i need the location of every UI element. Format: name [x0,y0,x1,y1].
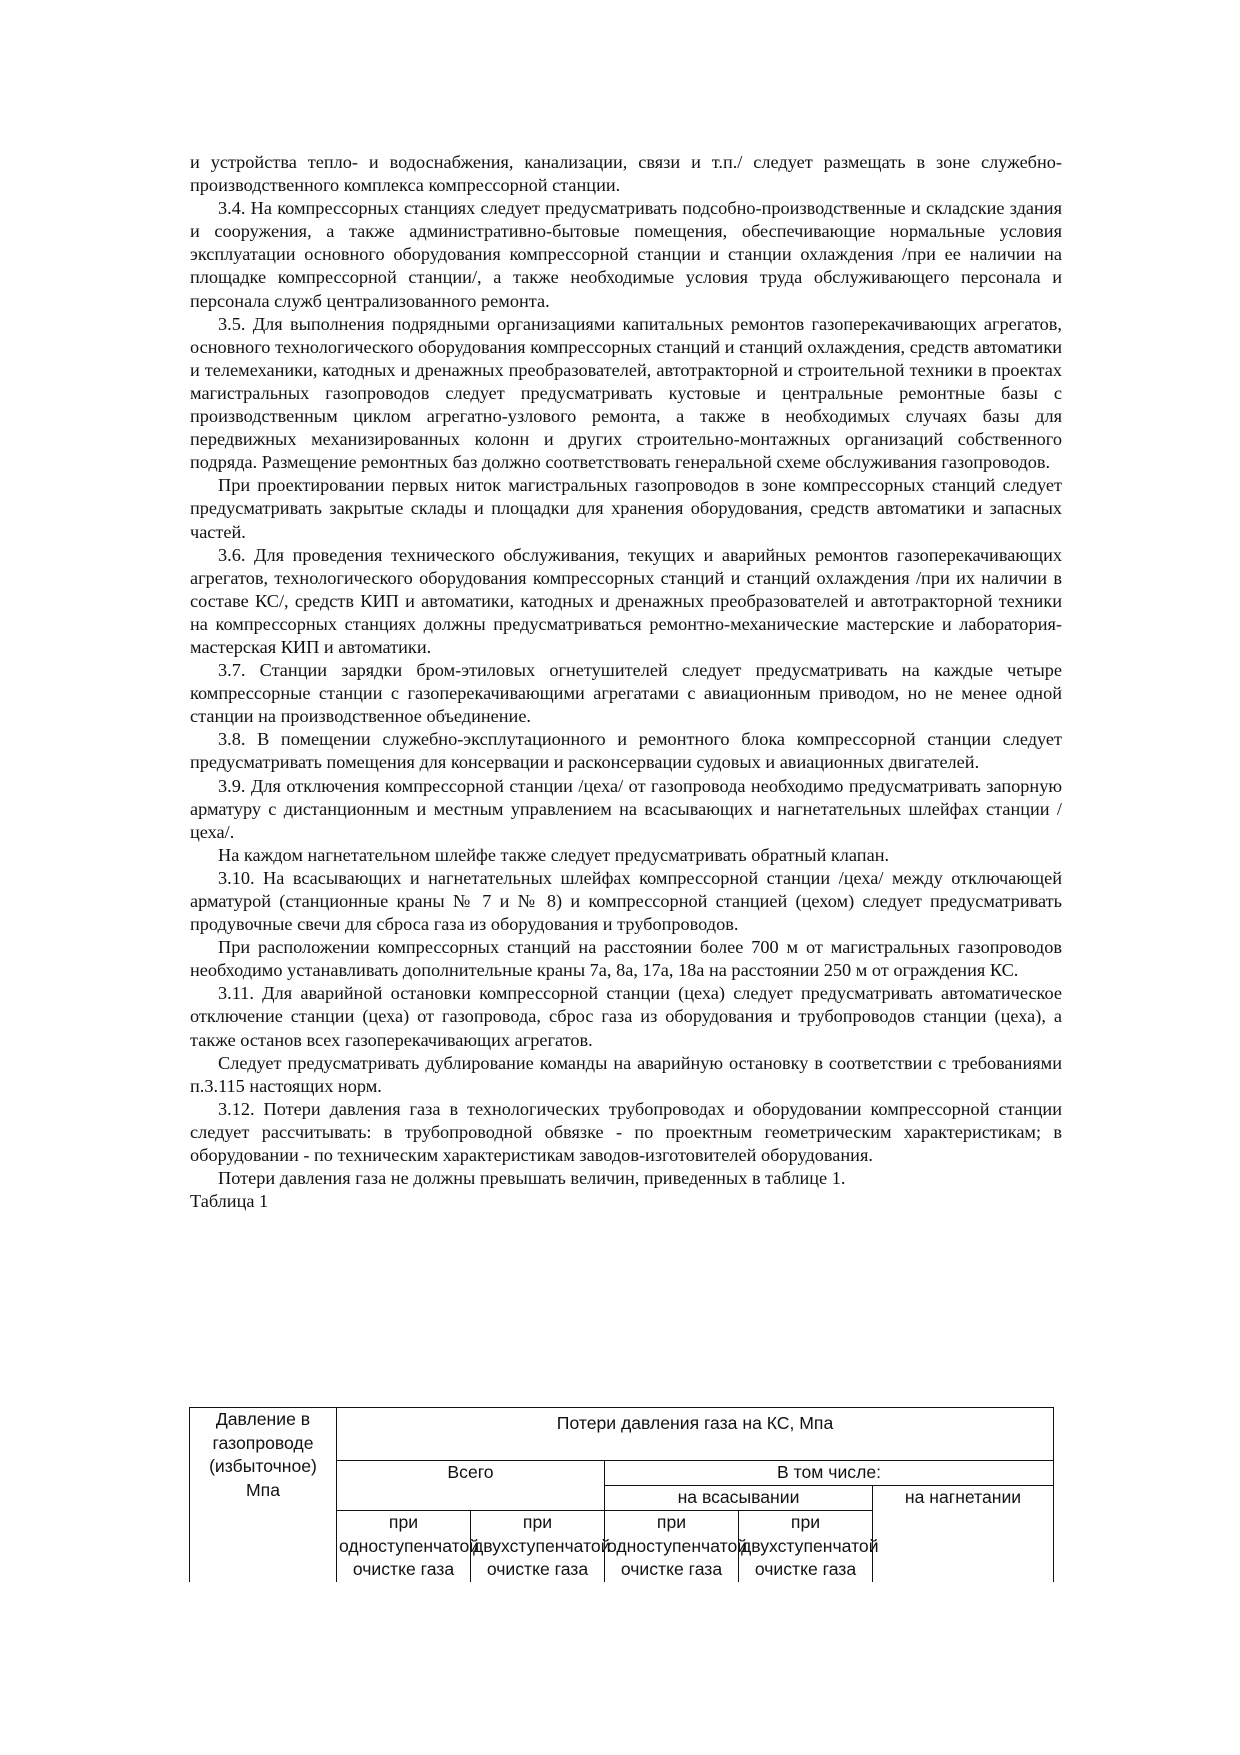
paragraph-3-10: 3.10. На всасывающих и нагнетательных шлейфах компрессорной станции /цеха/ между отключающей арматурой (станционные краны № 7 и № 8) и компрессорной станцией (цехом) следует предусматривать продувочные свечи для сброса газа из оборудования и трубопроводов. [190,867,1062,935]
paragraph-3-4: 3.4. На компрессорных станциях следует предусматривать подсобно-производственные и складские здания и сооружения, а также административно-бытовые помещения, обеспечивающие нормальные условия эксплуатации основного оборудования компрессорной станции и станции охлаждения /при ее наличии на площадке компрессорной станции/, а также необходимые условия труда обслуживающего персонала и персонала служб централизованного ремонта. [190,198,1062,311]
paragraph: Следует предусматривать дублирование команды на аварийную остановку в соответствии с требованиями п.3.115 настоящих норм. [190,1052,1062,1096]
paragraph: На каждом нагнетательном шлейфе также следует предусматривать обратный клапан. [218,844,890,865]
subheader-double-stage-suction: при двухступенчатой очистке газа [739,1511,873,1582]
paragraph-3-9: 3.9. Для отключения компрессорной станции /цеха/ от газопровода необходимо предусматривать запорную арматуру с дистанционным и местным управлением на всасывающих и нагнетательных шлейфах станции /цеха/. [190,775,1062,842]
table-caption: Таблица 1 [190,1191,269,1212]
paragraph-3-11: 3.11. Для аварийной остановки компрессорной станции (цеха) следует предусматривать автоматическое отключение станции (цеха) от газопровода, сброс газа из оборудования и трубопроводов станции (цеха), а также останов всех газоперекачивающих агрегатов. [190,983,1062,1050]
subheader-single-stage-suction: при одноступенчатой очистке газа [605,1511,739,1582]
paragraph: При расположении компрессорных станций на расстоянии более 700 м от магистральных газопроводов необходимо устанавливать дополнительные краны 7а, 8а, 17а, 18а на расстоянии 250 м от ограждения КС. [190,937,1062,981]
header-total: Всего [337,1461,605,1511]
subheader-single-stage-total: при одноступенчатой очистке газа [337,1511,471,1582]
paragraph-3-8: 3.8. В помещении служебно-эксплутационного и ремонтного блока компрессорной станции следует предусматривать помещения для консервации и расконсервации судовых и авиационных двигателей. [190,729,1062,773]
header-losses: Потери давления газа на КС, Мпа [337,1408,1054,1461]
header-including: В том числе: [605,1461,1054,1486]
header-pressure: Давление в газопроводе (избыточное) Мпа [190,1408,337,1582]
subheader-double-stage-total: при двухступенчатой очистке газа [471,1511,605,1582]
header-suction: на всасывании [605,1486,873,1511]
paragraph-3-5: 3.5. Для выполнения подрядными организациями капитальных ремонтов газоперекачивающих агрегатов, основного технологического оборудования компрессорных станций и станций охлаждения, средств автоматики и телемеханики, катодных и дренажных преобразователей, автотракторной и строительной техники в проектах магистральных газопроводов следует предусматривать кустовые и центральные ремонтные базы с производственным циклом агрегатно-узлового ремонта, а также в необходимых случаях базы для передвижных механизированных колонн и других строительно-монтажных организаций собственного подряда. Размещение ремонтных баз должно соответствовать генеральной схеме обслуживания газопроводов. [190,313,1062,473]
paragraph: При проектировании первых ниток магистральных газопроводов в зоне компрессорных станций следует предусматривать закрытые склады и площадки для хранения оборудования, средств автоматики и запасных частей. [190,475,1062,542]
table-1 [189,1407,1054,1582]
paragraph-3-12: 3.12. Потери давления газа в технологических трубопроводах и оборудовании компрессорной станции следует рассчитывать: в трубопроводной обвязке - по проектным геометрическим характеристикам; в оборудовании - по техническим характеристикам заводов-изготовителей оборудования. [190,1098,1062,1166]
paragraph-3-7: 3.7. Станции зарядки бром-этиловых огнетушителей следует предусматривать на каждые четыре компрессорные станции с газоперекачивающими агрегатами с авиационным приводом, но не менее одной станции на производственное объединение. [190,660,1062,727]
paragraph: и устройства тепло- и водоснабжения, канализации, связи и т.п./ следует размещать в зоне служебно-производственного комплекса компрессорной станции. [190,152,1062,196]
paragraph: Потери давления газа не должны превышать величин, приведенных в таблице 1. [218,1168,846,1189]
header-discharge: на нагнетании [873,1486,1054,1582]
document-body [190,151,1062,1213]
paragraph-3-6: 3.6. Для проведения технического обслуживания, текущих и аварийных ремонтов газоперекачивающих агрегатов, технологического оборудования компрессорных станций и станций охлаждения /при их наличии в составе КС/, средств КИП и автоматики, катодных и дренажных преобразователей и автотракторной техники на компрессорных станциях должны предусматриваться ремонтно-механические мастерские и лаборатория-мастерская КИП и автоматики. [190,544,1062,657]
